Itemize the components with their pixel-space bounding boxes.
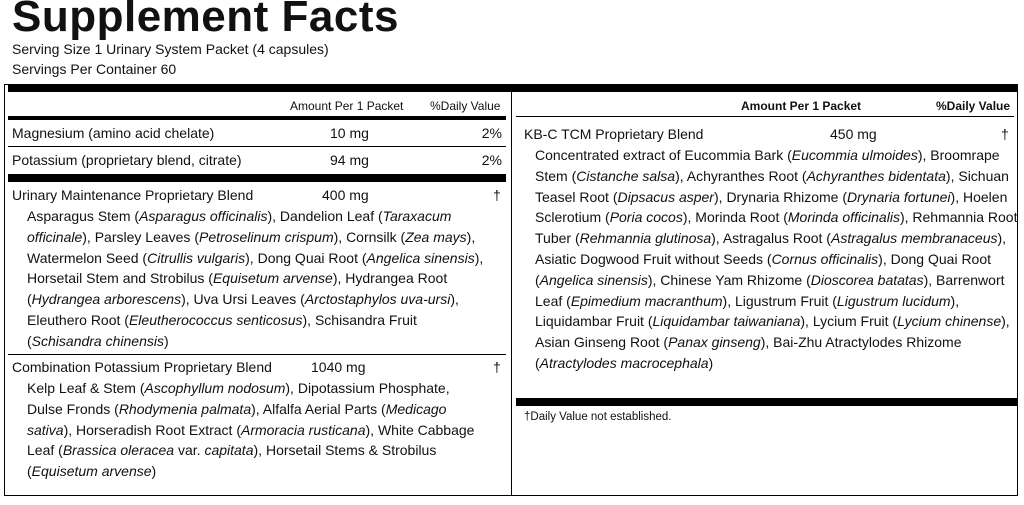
blend-dagger: † [493, 187, 501, 203]
latin-name: Rhodymenia palmata [118, 400, 252, 417]
nutrient-name: Magnesium (amino acid chelate) [12, 125, 215, 141]
latin-name: capitata [204, 442, 254, 459]
latin-name: Brassica oleracea [62, 442, 175, 459]
latin-name: Arctostaphylos uva-ursi [304, 291, 451, 308]
latin-name: Asparagus officinalis [139, 208, 268, 224]
latin-name: Lycium chinense [897, 313, 1002, 330]
latin-name: Schisandra chinensis [31, 332, 164, 349]
blend-ingredients: Concentrated extract of Eucommia Bark (Eucommia ulmoides), Broomrape Stem (Cistanche salsa), Achyranthes Root (Achyranthes bidentata), Sichuan Teasel Root (Dipsacus asper), Drynaria Rhizome (Drynaria fortunei), Hoelen Sclerotium (Poria cocos), Morinda Root (Morinda officinalis), Rehmannia Root Tuber (Rehmannia glutinosa), Astragalus Root (Astragalus membranaceus), Asiatic Dogwood Fruit without Seeds (Cornus officinalis), Dong Quai Root (Angelica sinensis), Chinese Yam Rhizome (Dioscorea batatas), Barrenwort Leaf (Epimedium macranthum), Ligustrum Fruit (Ligustrum lucidum), Liquidambar Fruit (Liquidambar taiwaniana), Lycium Fruit (Lycium chinense), Asian Ginseng Root (Panax ginseng), Bai-Zhu Atractylodes Rhizome (Atractylodes macrocephala) [535, 147, 1018, 371]
latin-name: Atractylodes macrocephala [539, 354, 709, 371]
latin-name: Liquidambar taiwaniana [652, 313, 801, 330]
right-thick-rule [516, 398, 1018, 406]
latin-name: Ascophyllum nodosum [144, 380, 286, 396]
left-header-amount: Amount Per 1 Packet [290, 99, 404, 113]
blend-dagger: † [493, 359, 501, 375]
left-thick-rule [8, 174, 506, 182]
latin-name: Petroselinum crispum [199, 228, 334, 245]
latin-name: Epimedium macranthum [570, 292, 723, 309]
panel-title: Supplement Facts [12, 0, 399, 41]
nutrient-daily-value: 2% [481, 152, 502, 168]
latin-name: Achyranthes bidentata [806, 167, 946, 184]
nutrient-amount: 10 mg [330, 125, 369, 141]
left-header-daily-value: %Daily Value [430, 99, 501, 113]
latin-name: Eucommia ulmoides [791, 147, 918, 163]
supplement-facts-panel [4, 0, 1018, 496]
row-divider [8, 354, 506, 355]
blend-name: KB-C TCM Proprietary Blend [524, 126, 704, 142]
blend-ingredients: Asparagus Stem (Asparagus officinalis), Dandelion Leaf (Taraxacum officinale), Parsley Leaves (Petroselinum crispum), Cornsilk (Zea mays), Watermelon Seed (Citrullis vulgaris), Dong Quai Root (Angelica sinensis), Horsetail Stem and Strobilus (Equisetum arvense), Hydrangea Root (Hydrangea arborescens), Uva Ursi Leaves (Arctostaphylos uva-ursi), Eleuthero Root (Eleutherococcus senticosus), Schisandra Fruit (Schisandra chinensis) [27, 208, 484, 349]
blend-amount: 1040 mg [311, 359, 366, 375]
latin-name: Dioscorea batatas [810, 271, 924, 288]
servings-per-container: Servings Per Container 60 [12, 61, 177, 77]
latin-name: Equisetum arvense [212, 270, 333, 287]
latin-name: Dipsacus asper [617, 188, 714, 205]
latin-name: Poria cocos [609, 209, 683, 226]
blend-name: Combination Potassium Proprietary Blend [12, 359, 272, 375]
daily-value-footnote: †Daily Value not established. [524, 411, 672, 423]
blend-ingredients: Kelp Leaf & Stem (Ascophyllum nodosum), Dipotassium Phosphate, Dulse Fronds (Rhodymenia palmata), Alfalfa Aerial Parts (Medicago sativa), Horseradish Root Extract (Armoracia rusticana), White Cabbage Leaf (Brassica oleracea var. capitata), Horsetail Stems & Strobilus (Equisetum arvense) [27, 380, 475, 480]
latin-name: Armoracia rusticana [240, 421, 366, 438]
right-header-daily-value: %Daily Value [936, 99, 1011, 113]
blend-dagger: † [1001, 126, 1009, 142]
latin-name: Angelica sinensis [539, 271, 648, 288]
latin-name: Citrullis vulgaris [147, 249, 246, 266]
latin-name: Drynaria fortunei [847, 188, 951, 205]
serving-size: Serving Size 1 Urinary System Packet (4 capsules) [12, 41, 329, 57]
latin-name: Cornus officinalis [771, 250, 879, 267]
latin-name: Hydrangea arborescens [31, 291, 182, 308]
latin-name: Equisetum arvense [31, 463, 152, 480]
latin-name: Morinda officinalis [787, 209, 900, 226]
latin-name: Ligustrum lucidum [836, 292, 951, 309]
latin-name: Zea mays [405, 228, 467, 245]
column-divider [511, 91, 512, 496]
latin-name: Cistanche salsa [576, 167, 676, 184]
left-header-rule [8, 116, 506, 120]
latin-name: Rehmannia glutinosa [579, 230, 712, 247]
nutrient-name: Potassium (proprietary blend, citrate) [12, 152, 242, 168]
latin-name: Angelica sinensis [366, 249, 475, 266]
nutrient-daily-value: 2% [481, 125, 502, 141]
latin-name: Eleutherococcus senticosus [128, 311, 303, 328]
blend-name: Urinary Maintenance Proprietary Blend [12, 187, 254, 203]
top-thick-rule [8, 84, 1018, 92]
latin-name: Panax ginseng [668, 334, 761, 351]
latin-name: Medicago sativa [27, 400, 447, 438]
nutrient-amount: 94 mg [330, 152, 369, 168]
latin-name: Taraxacum officinale [27, 208, 452, 245]
latin-name: Astragalus membranaceus [830, 230, 998, 247]
right-header-amount: Amount Per 1 Packet [741, 99, 862, 113]
right-header-rule [516, 116, 1014, 117]
blend-amount: 450 mg [830, 126, 877, 142]
row-divider [8, 146, 506, 147]
blend-amount: 400 mg [322, 187, 369, 203]
